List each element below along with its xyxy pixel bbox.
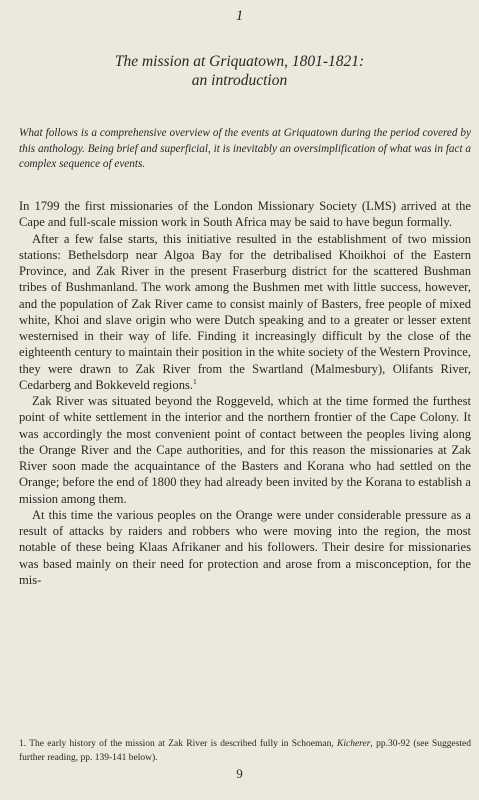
footnote-text-before: 1. The early history of the mission at Zak River is described fully in Schoeman, bbox=[19, 739, 337, 749]
page-number: 9 bbox=[236, 766, 243, 781]
paragraph-2 bbox=[19, 231, 471, 394]
paragraph-2-text: After a few false starts, this initiative resulted in the establishment of two mission stations: Bethelsdorp near Algoa Bay for the detribalised Khoikhoi of the Eastern Province, and Zak River in the present Fraserburg district for the scattered Bushman tribes of Bushmanland. The work among the Bushmen met with little success, however, and the population of Zak River came to consist mainly of Basters, free people of mixed white, Khoi and slave origin who were Dutch speaking and to a greater or lesser extent westernised in their way of life. Finding it increasingly difficult by the close of the eighteenth century to maintain their position in the white society of the Western Province, they were drawn to Zak River from the Swartland (Malmesbury), Olifants River, Cedarberg and Bokkeveld regions. bbox=[19, 231, 471, 392]
chapter-title-line-1: The mission at Griquatown, 1801-1821: bbox=[114, 53, 365, 70]
chapter-title-line-2: an introduction bbox=[191, 72, 288, 89]
chapter-intro: What follows is a comprehensive overview of the events at Griquatown during the period covered by this anthology. Being brief and superficial, it is inevitably an oversimplification of what was in fact a complex sequence of events. bbox=[19, 127, 471, 171]
footnote-text-after: , pp.30-92 (see Suggested further reading, pp. 139-141 below). bbox=[19, 739, 471, 763]
paragraph-4: At this time the various peoples on the Orange were under considerable pressure as a result of attacks by raiders and robbers who were moving into the region, the most notable of these being Klaas Afrikaner and his followers. Their desire for missionaries was based mainly on their need for protection and arose from a misconception, for the mis- bbox=[19, 507, 471, 587]
footnote bbox=[19, 738, 471, 765]
paragraph-1: In 1799 the first missionaries of the London Missionary Society (LMS) arrived at the Cape and full-scale mission work in South Africa may be said to have begun formally. bbox=[19, 199, 471, 230]
footnote-italic-title: Kicherer bbox=[337, 739, 371, 749]
body-text bbox=[19, 198, 471, 588]
chapter-number: 1 bbox=[235, 8, 244, 24]
paragraph-3: Zak River was situated beyond the Roggeveld, which at the time formed the furthest point of white settlement in the interior and the northern frontier of the Cape Colony. It was accordingly the most convenient point of contact between the peoples living along the Orange River and the Cape authorities, and for this reason the missionaries at Zak River soon made the acquaintance of the Basters and Korana who had settled on the Orange; before the end of 1800 they had already been invited by the Korana to establish a mission among them. bbox=[19, 394, 471, 506]
footnote-reference: 1 bbox=[192, 376, 197, 386]
chapter-title bbox=[40, 52, 439, 90]
